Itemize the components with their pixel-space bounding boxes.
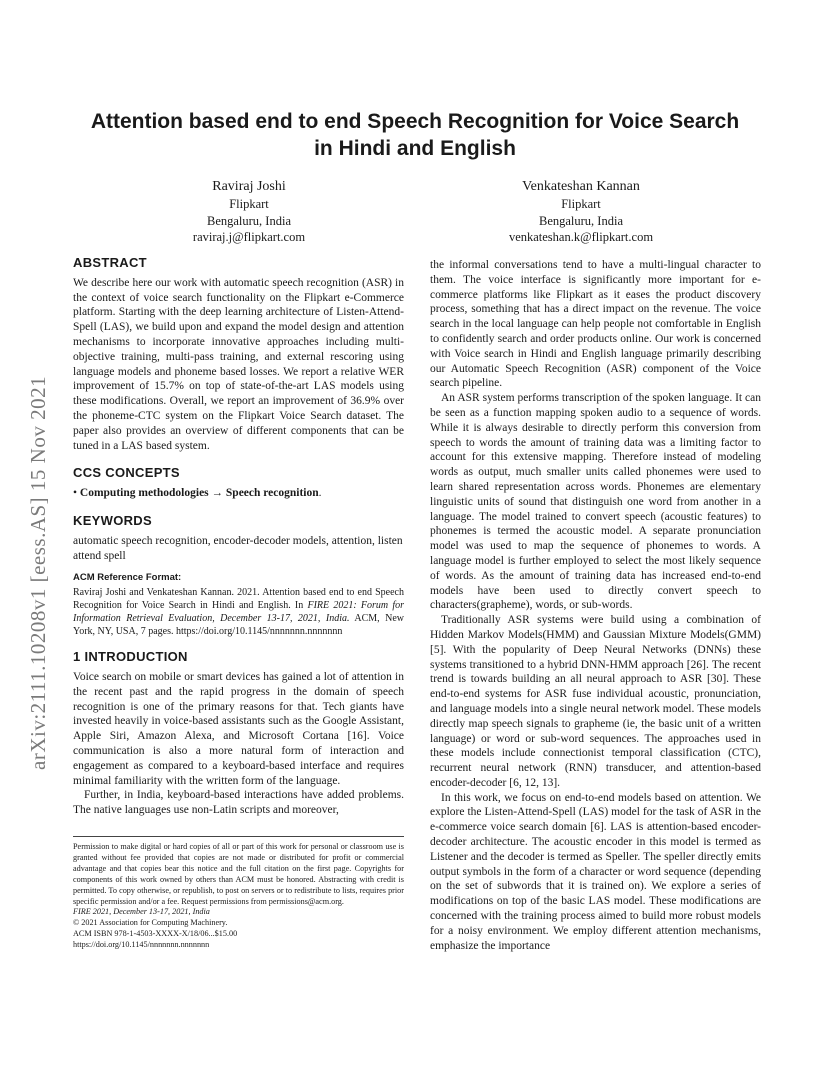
right-paragraph-2: An ASR system performs transcription of the spoken language. It can be seen as a function mapping spoken audio to a sequence of words. While it is always desirable to directly perform this conversion from speech to words the amount of training data was a limiting factor to account for this extensive mapping. Therefore instead of modeling words as output, much smaller units called phonemes were used to learn shared representation across words. Phonemes are elementary linguistic units of sound that distinguish one word from another in a language. The model trained to convert speech (acoustic features) to phonemes is termed the acoustic model. A separate pronunciation model was used to map the sequence of phonemes to words. A language model is further employed to select the most likely sequence of words. As the amount of training data has increased end-to-end models have been used to directly convert speech to characters(grapheme), words, or sub-words. xyxy=(430,392,761,612)
intro-paragraph-2: Further, in India, keyboard-based interactions have added problems. The native languages use non-Latin scripts and moreover, xyxy=(73,789,404,817)
author-org: Flipkart xyxy=(229,197,269,211)
abstract-heading: ABSTRACT xyxy=(73,255,147,270)
right-paragraph-4: In this work, we focus on end-to-end models based on attention. We explore the Listen-Attend-Spell (LAS) model for the task of ASR in the e-commerce voice search domain [6]. LAS is attention-based encoder-decoder architecture. The acoustic encoder in this model is termed as Listener and the decoder is termed as Speller. The speller directly emits output symbols in the form of a character or word sequence (depending on the set of subwords that it is trained on). We explore a series of modifications on top of the basic LAS model. These modifications are concerned with the training process aimed to build more robust models for a noisy environment. We employ different attention mechanisms, emphasize the importance xyxy=(430,791,761,952)
doi-link[interactable]: https://doi.org/10.1145/nnnnnnn.nnnnnnn xyxy=(73,940,210,950)
left-column xyxy=(73,256,404,818)
conference-info: FIRE 2021, December 13-17, 2021, India xyxy=(73,907,210,917)
copyright-line: © 2021 Association for Computing Machinery. xyxy=(73,918,228,928)
reference-format-text xyxy=(73,586,404,638)
author-name: Venkateshan Kannan xyxy=(522,179,640,194)
title-line-2: in Hindi and English xyxy=(314,137,516,160)
keywords-text: automatic speech recognition, encoder-decoder models, attention, listen attend spell xyxy=(73,534,403,562)
ccs-concepts xyxy=(73,486,404,501)
isbn-line: ACM ISBN 978-1-4503-XXXX-X/18/06...$15.00 xyxy=(73,929,238,939)
copyright-footnote xyxy=(73,836,404,951)
ccs-heading: CCS CONCEPTS xyxy=(73,465,180,481)
reference-venue: FIRE 2021: Forum for Information Retrieval Evaluation, December 13-17, 2021, India. xyxy=(73,600,404,625)
abstract-text: We describe here our work with automatic speech recognition (ASR) in the context of voice search functionality on the Flipkart e-Commerce platform. Starting with the deep learning architecture of Listen-Attend-Spell (LAS), we build upon and expand the model design and attention mechanisms to incorporate innovative approaches including multi-objective training, multi-pass training, and external rescoring using language models and phoneme based losses. We report a relative WER improvement of 15.7% on top of state-of-the-art LAS models using these modifications. Overall, we report an improvement of 36.9% over the phoneme-CTC system on the Flipkart Voice Search dataset. The paper also provides an overview of different components that can be tuned in a LAS based system. xyxy=(73,276,404,452)
right-paragraph-1: the informal conversations tend to have a multi-lingual character to them. The voice interface is significantly more important for e-commerce platforms like Flipkart as it eases the product discovery process, something that has a direct impact on the revenue. The voice search in the local language can help people not comfortable in English to confidently search and order products online. Our work is concerned with Voice search in Hindi and English language primarily describing our Automatic Speech Recognition (ASR) component of the Voice search pipeline. xyxy=(430,259,761,390)
permission-text: Permission to make digital or hard copies of all or part of this work for personal or classroom use is granted without fee provided that copies are not made or distributed for profit or commercial advantage and that copies bear this notice and the full citation on the first page. Copyrights for components of this work owned by others than ACM must be honored. Abstracting with credit is permitted. To copy otherwise, or republish, to post on servers or to redistribute to lists, requires prior specific permission and/or a fee. Request permissions from permissions@acm.org. xyxy=(73,842,404,906)
author-block-2 xyxy=(461,177,701,246)
intro-paragraph-1: Voice search on mobile or smart devices has gained a lot of attention in the recent past and the rapid progress in the domain of speech recognition is one of the primary reasons for that. Tech giants have invested heavily in voice-based assistants such as the Google Assistant, Apple Siri, Amazon Alexa, and Microsoft Cortana [16]. Voice communication is also a more natural form of interaction and engagement as compared to a keyboard-based interface and requires minimal familiarity with the written form of the language. xyxy=(73,670,404,787)
arxiv-stamp: arXiv:2111.10208v1 [eess.AS] 15 Nov 2021 xyxy=(26,375,50,770)
intro-heading: 1 INTRODUCTION xyxy=(73,649,188,665)
author-location: Bengaluru, India xyxy=(206,213,291,228)
right-paragraph-3: Traditionally ASR systems were build using a combination of Hidden Markov Models(HMM) and Gaussian Mixture Models(GMM) [5]. With the popularity of Deep Neural Networks (DNNs) these systems transitioned to a hybrid DNN-HMM approach [26]. The recent trend is towards building an all neural approach to ASR [30]. These end-to-end systems for ASR fuse individual acoustic, pronunciation, and language models into a single neural network model. These models directly map speech signals to grapheme (ie, the basic unit of a written language) or word or sub-word sequences. The approaches used in these models include connectionist temporal classification (CTC), recurrent neural network (RNN) transducer, and attention-based encoder-decoder [6, 12, 13]. xyxy=(430,614,761,789)
author-email[interactable]: venkateshan.k@flipkart.com xyxy=(508,230,654,244)
title-line-1: Attention based end to end Speech Recognition for Voice Search xyxy=(90,110,740,133)
author-name: Raviraj Joshi xyxy=(212,179,286,194)
ccs-text: Computing methodologies → Speech recognition xyxy=(79,487,319,500)
author-org: Flipkart xyxy=(561,197,601,211)
author-block-1 xyxy=(129,177,369,246)
reference-text-1: Raviraj Joshi and Venkateshan Kannan. 2021. Attention based end to end Speech Recognition for Voice Search in Hindi and English. In xyxy=(73,587,404,612)
reference-format-heading: ACM Reference Format: xyxy=(73,572,182,584)
ccs-period: . xyxy=(318,487,322,500)
ccs-bullet: • xyxy=(73,487,78,500)
keywords-heading: KEYWORDS xyxy=(73,512,152,528)
paper-title xyxy=(62,108,768,162)
author-email[interactable]: raviraj.j@flipkart.com xyxy=(192,230,306,244)
reference-text-2: ACM, New York, NY, USA, 7 pages. https://doi.org/10.1145/nnnnnnn.nnnnnnn xyxy=(73,613,404,638)
author-location: Bengaluru, India xyxy=(538,213,623,228)
right-column xyxy=(430,258,761,953)
